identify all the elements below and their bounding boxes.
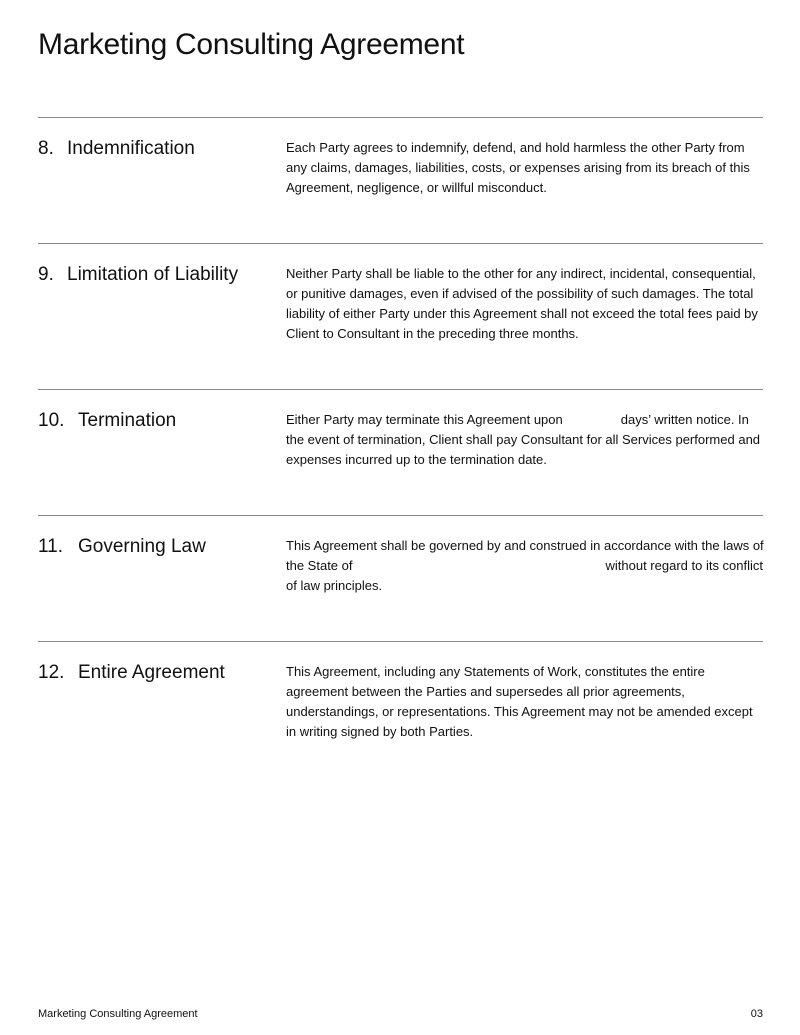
section-number: 11. (38, 536, 64, 557)
section-heading: Termination (78, 410, 177, 431)
footer-title: Marketing Consulting Agreement (38, 1008, 198, 1020)
section-number: 8. (38, 138, 54, 159)
section-entire-agreement (38, 641, 763, 767)
section-body: Neither Party shall be liable to the other for any indirect, incidental, consequential, or punitive damages, even if advised of the possibility of such damages. The total liability of either Party under this Agreement shall not exceed the total fees paid by Client to Consultant in the preceding three months. (286, 266, 758, 341)
section-heading: Limitation of Liability (67, 264, 239, 285)
section-body: This Agreement, including any Statements of Work, constitutes the entire agreement between the Parties and supersedes all prior agreements, understandings, or representations. This Agreement may not be amended except in writing signed by both Parties. (286, 664, 753, 739)
page-title: Marketing Consulting Agreement (38, 28, 465, 61)
section-number: 9. (38, 264, 54, 285)
section-heading: Entire Agreement (78, 662, 225, 683)
page-number: 03 (750, 1008, 763, 1020)
notice-days-field[interactable] (567, 414, 617, 428)
body-text: days’ written notice. In the event of termination, Client shall pay Consultant for all Services performed and expenses incurred up to the termination date. (286, 412, 761, 467)
section-termination (38, 389, 763, 515)
section-body (286, 536, 766, 596)
body-text: without regard to its conflict of law principles. (286, 558, 764, 593)
section-heading: Governing Law (78, 536, 206, 557)
section-heading: Indemnification (67, 138, 195, 159)
body-text: This Agreement shall be governed by and construed in accordance with the laws of the State of (286, 538, 764, 573)
section-limitation-of-liability (38, 243, 763, 389)
section-body (286, 410, 766, 470)
section-indemnification (38, 117, 763, 243)
section-number: 12. (38, 662, 65, 683)
section-governing-law (38, 515, 763, 641)
section-body: Each Party agrees to indemnify, defend, and hold harmless the other Party from any claims, damages, liabilities, costs, or expenses arising from its breach of this Agreement, negligence, or willful misconduct. (286, 140, 750, 195)
body-text: Either Party may terminate this Agreement upon (286, 412, 563, 427)
governing-state-field[interactable] (357, 560, 602, 574)
section-number: 10. (38, 410, 65, 431)
